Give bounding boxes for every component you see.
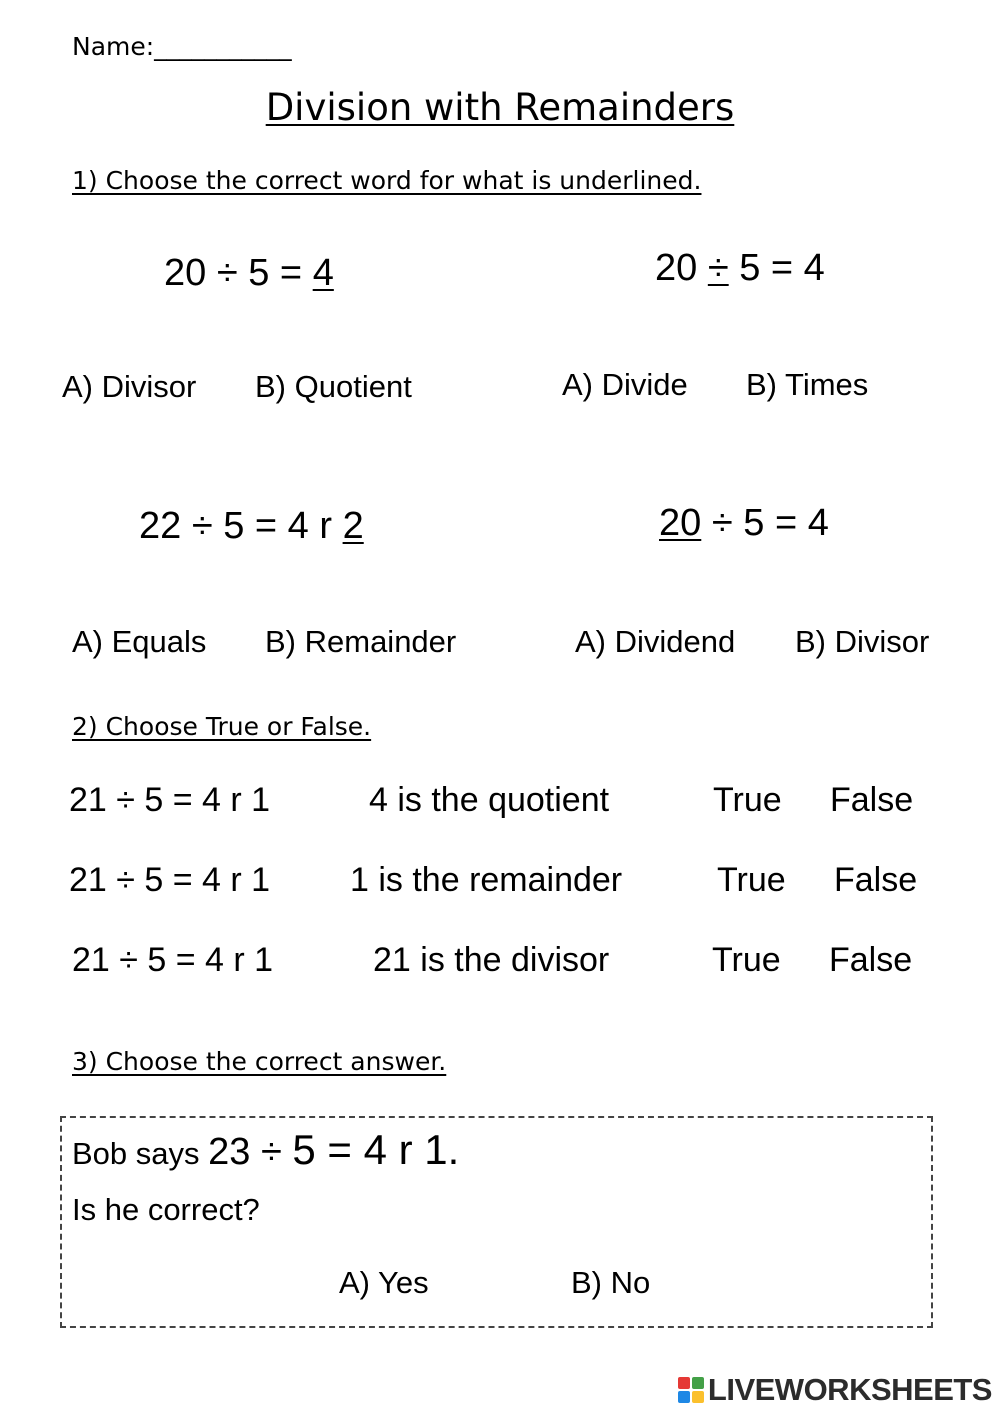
- bob-equation-part-2: 5 = 4 r 1.: [292, 1126, 460, 1173]
- q3-option-b[interactable]: B) Remainder: [265, 624, 457, 659]
- tf-row-3-true[interactable]: True: [712, 941, 781, 979]
- tf-row-2-statement: 1 is the remainder: [350, 861, 623, 899]
- q3-underlined-term: 2: [342, 505, 364, 547]
- q1-equation: [164, 252, 334, 295]
- logo-tile-3: [678, 1391, 690, 1403]
- section2-heading: 2) Choose True or False.: [72, 712, 372, 741]
- worksheet-title: Division with Remainders: [265, 86, 735, 129]
- section1-heading: 1) Choose the correct word for what is underlined.: [72, 166, 702, 195]
- liveworksheets-logo-icon: [678, 1377, 704, 1403]
- tf-row-1-false[interactable]: False: [830, 781, 914, 819]
- q2-equation: [655, 247, 825, 290]
- q4-equation: [659, 502, 829, 545]
- tf-row-3-statement: 21 is the divisor: [373, 941, 610, 979]
- tf-row-1-statement: 4 is the quotient: [369, 781, 610, 819]
- bob-option-b[interactable]: B) No: [571, 1265, 651, 1300]
- liveworksheets-brand: [678, 1372, 992, 1408]
- q3-option-a[interactable]: A) Equals: [72, 624, 207, 659]
- tf-row-3-equation: 21 ÷ 5 = 4 r 1: [72, 941, 274, 979]
- q1-underlined-term: 4: [312, 252, 334, 294]
- q1-option-a[interactable]: A) Divisor: [62, 369, 197, 404]
- q4-underlined-term: 20: [659, 502, 702, 544]
- bob-statement-prefix: Bob says: [72, 1136, 209, 1171]
- q2-equation-post: 5 = 4: [728, 247, 825, 289]
- q3-equation-pre: 22 ÷ 5 = 4 r: [139, 505, 343, 547]
- q2-underlined-term: ÷: [707, 247, 729, 289]
- logo-tile-1: [678, 1377, 690, 1389]
- bob-option-a[interactable]: A) Yes: [339, 1265, 429, 1300]
- q4-option-a[interactable]: A) Dividend: [575, 624, 736, 659]
- q4-option-b[interactable]: B) Divisor: [795, 624, 930, 659]
- tf-row-3-false[interactable]: False: [829, 941, 913, 979]
- q1-option-b[interactable]: B) Quotient: [255, 369, 412, 404]
- tf-row-2-equation: 21 ÷ 5 = 4 r 1: [69, 861, 271, 899]
- brand-text: LIVEWORKSHEETS: [707, 1372, 992, 1407]
- bob-equation-part-1: 23 ÷: [208, 1131, 293, 1173]
- bob-question: Is he correct?: [72, 1192, 260, 1227]
- tf-row-1-equation: 21 ÷ 5 = 4 r 1: [69, 781, 271, 819]
- q2-option-a[interactable]: A) Divide: [562, 367, 688, 402]
- q4-equation-post: ÷ 5 = 4: [701, 502, 829, 544]
- bob-statement: [72, 1126, 459, 1174]
- logo-tile-2: [692, 1377, 704, 1389]
- tf-row-2-true[interactable]: True: [717, 861, 786, 899]
- q3-equation: [139, 505, 364, 548]
- tf-row-1-true[interactable]: True: [713, 781, 782, 819]
- q2-equation-pre: 20: [655, 247, 708, 289]
- section3-heading: 3) Choose the correct answer.: [72, 1047, 447, 1076]
- logo-tile-4: [692, 1391, 704, 1403]
- tf-row-2-false[interactable]: False: [834, 861, 918, 899]
- name-field-label: Name:___________: [72, 32, 292, 61]
- q2-option-b[interactable]: B) Times: [746, 367, 869, 402]
- q1-equation-pre: 20 ÷ 5 =: [164, 252, 313, 294]
